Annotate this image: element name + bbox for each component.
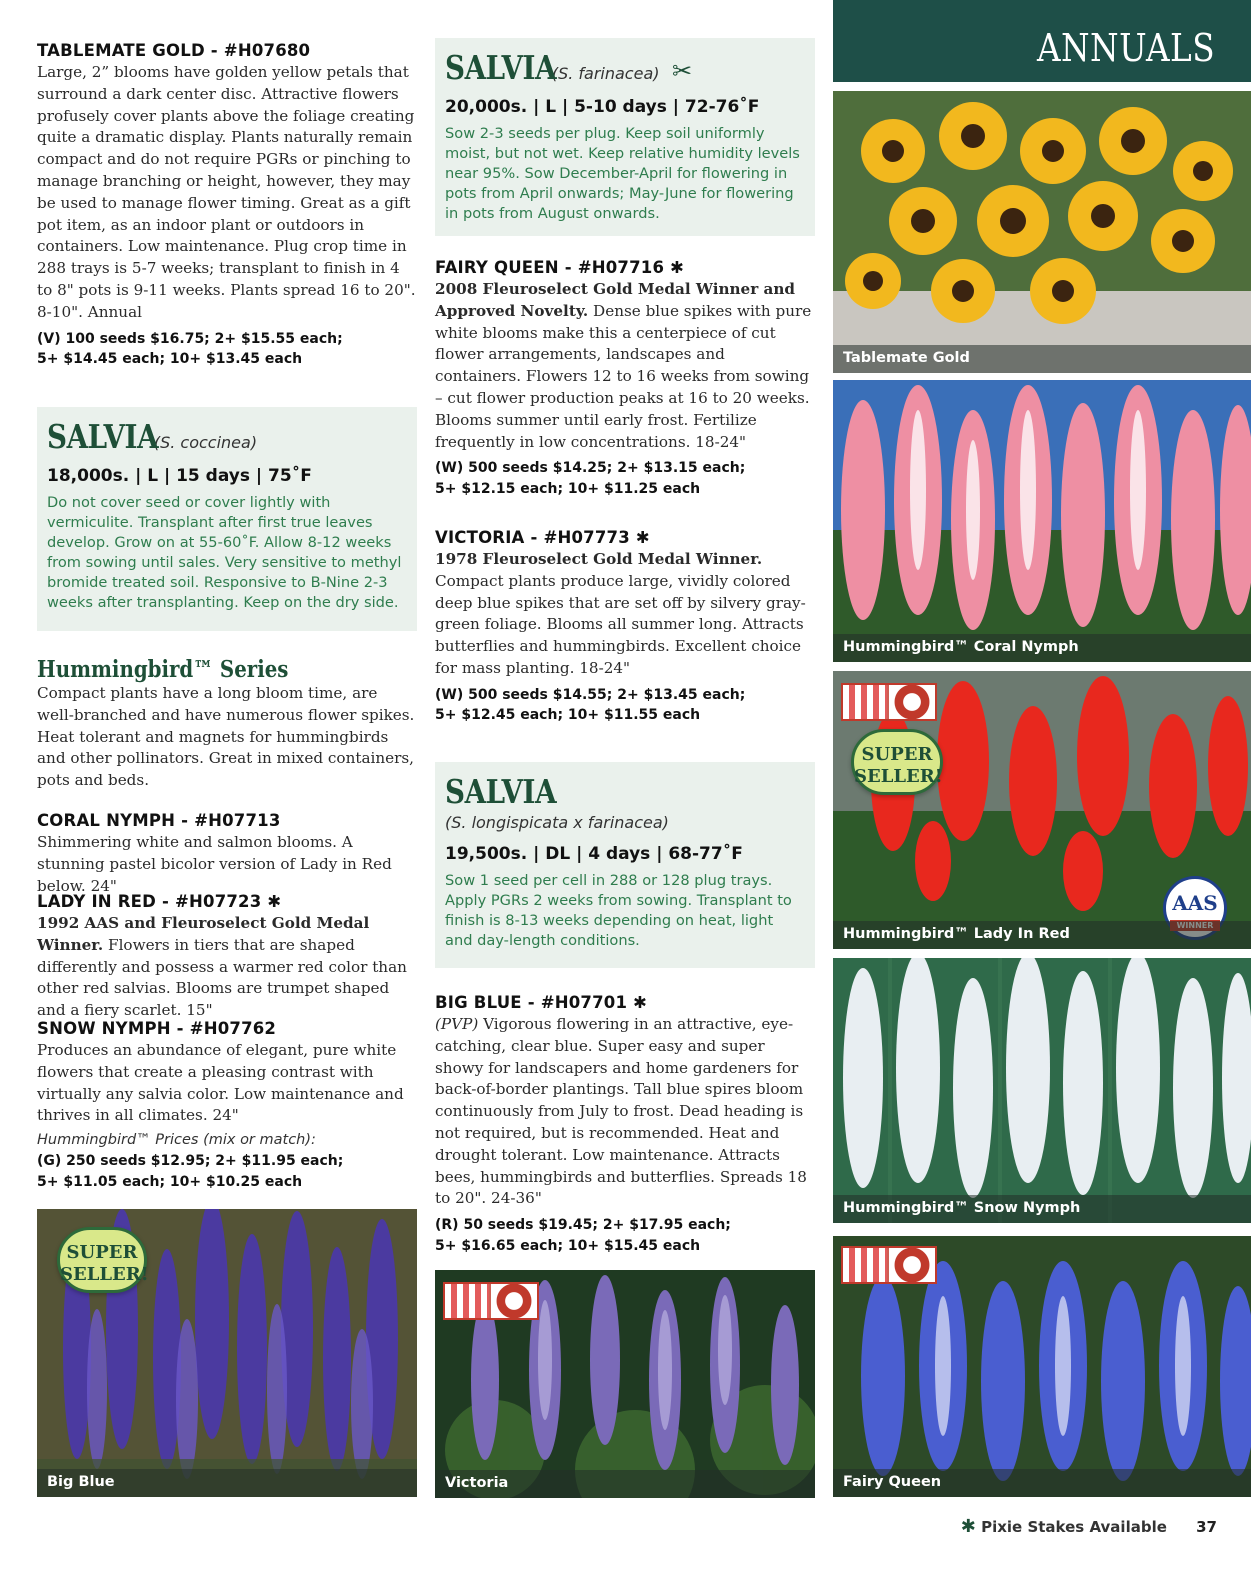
photo-fairy-queen xyxy=(833,1236,1251,1497)
product-coral-nymph xyxy=(37,811,417,897)
section-title: ANNUALS xyxy=(1036,26,1215,70)
pixie-stake-icon: ✱ xyxy=(267,892,282,911)
product-tablemate-gold xyxy=(37,41,417,370)
growing-stats: 18,000s. | L | 15 days | 75˚F xyxy=(47,466,312,486)
pixie-stake-icon: ✱ xyxy=(960,1516,976,1537)
product-heading: SNOW NYMPH - #H07762 xyxy=(37,1019,277,1038)
pixie-stake-icon: ✱ xyxy=(633,993,648,1012)
box-subtitle: (S. coccinea) xyxy=(153,433,258,452)
super-seller-badge: SUPER SELLER! xyxy=(57,1227,147,1293)
photo-caption: Big Blue xyxy=(37,1469,417,1497)
series-description: Compact plants have a long bloom time, are well-branched and have numerous flower spikes. Heat tolerant and magnets for hummingbirds and other pollinators. Great in mixed containers, pots and beds. xyxy=(37,684,415,790)
price-line: 5+ $12.45 each; 10+ $11.55 each xyxy=(435,707,701,724)
series-title: Hummingbird™ Series xyxy=(37,656,289,683)
section-banner xyxy=(833,0,1251,82)
photo-caption: Hummingbird™ Snow Nymph xyxy=(833,1195,1251,1223)
product-description: Shimmering white and salmon blooms. A stunning pastel bicolor version of Lady in Red below. 24" xyxy=(37,833,392,895)
product-heading: CORAL NYMPH - #H07713 xyxy=(37,811,281,830)
growing-stats: 20,000s. | L | 5-10 days | 72-76˚F xyxy=(445,97,760,117)
tablemate-gold-flower-image xyxy=(833,91,1251,373)
page-number: 37 xyxy=(1196,1518,1217,1536)
product-heading: BIG BLUE - #H07701 xyxy=(435,993,628,1012)
pixie-stake-icon: ✱ xyxy=(635,528,650,547)
product-lady-in-red xyxy=(37,892,417,1022)
product-description: Large, 2” blooms have golden yellow petals that surround a dark center disc. Attractive flowers profusely cover plants above the foliage creating quite a dramatic display. Plants naturally remain compact and do not require PGRs or pinching to manage branching or height, however, they may be used to manage flower timing. Great as a gift pot item, as an indoor plant or outdoors in containers. Low maintenance. Plug crop time in 288 trays is 5-7 weeks; transplant to finish in 4 to 8" pots is 9-11 weeks. Plants spread 16 to 20". 8-10". Annual xyxy=(37,63,416,321)
product-victoria xyxy=(435,528,815,726)
box-subtitle: (S. longispicata x farinacea) xyxy=(445,813,669,832)
product-description: Flowers in tiers that are shaped differently and possess a warmer red color than other red salvias. Blooms are trumpet shaped and a fiery scarlet. 15" xyxy=(37,935,407,1020)
hummingbird-series xyxy=(37,656,417,792)
photo-victoria xyxy=(435,1270,815,1498)
product-description: Compact plants produce large, vividly colored deep blue spikes that are set off by silvery gray-green foliage. Blooms all summer long. Attracts butterflies and hummingbirds. Excellent choice for mass planting. 18-24" xyxy=(435,571,806,677)
page-footer xyxy=(961,1516,1217,1537)
price-line: 5+ $11.05 each; 10+ $10.25 each xyxy=(37,1173,303,1190)
growing-instructions: Sow 1 seed per cell in 288 or 128 plug trays. Apply PGRs 2 weeks from sowing. Transplant to finish is 8-13 weeks depending on heat, light and day-length conditions. xyxy=(445,872,792,949)
price-line: (W) 500 seeds $14.55; 2+ $13.45 each; xyxy=(435,686,746,703)
photo-snow-nymph xyxy=(833,958,1251,1223)
product-description: Vigorous flowering in an attractive, eye-catching, clear blue. Super easy and super showy for landscapers and home gardeners for back-of-border plantings. Tall blue spires bloom continuously from July to frost. Dead heading is not required, but is recommended. Heat and drought tolerant. Low maintenance. Attracts bees, hummingbirds and butterflies. Spreads 18 to 20". 24-36" xyxy=(435,1015,807,1208)
price-line: (W) 500 seeds $14.25; 2+ $13.15 each; xyxy=(435,460,746,477)
photo-caption: Fairy Queen xyxy=(833,1469,1251,1497)
snow-nymph-flower-image xyxy=(833,958,1251,1223)
box-title: SALVIA xyxy=(47,417,159,456)
info-box-farinacea xyxy=(435,38,815,236)
photo-caption: Tablemate Gold xyxy=(833,345,1251,373)
photo-lady-in-red xyxy=(833,671,1251,949)
award-text: 2008 Fleuroselect Gold Medal Winner and Approved Novelty. xyxy=(435,280,796,320)
fleuroselect-medal-icon xyxy=(841,1246,937,1284)
product-fairy-queen xyxy=(435,258,815,499)
photo-tablemate-gold xyxy=(833,91,1251,373)
product-snow-nymph xyxy=(37,1019,417,1192)
photo-caption: Hummingbird™ Coral Nymph xyxy=(833,634,1251,662)
info-box-longispicata xyxy=(435,762,815,968)
product-heading: LADY IN RED - #H07723 xyxy=(37,892,262,911)
photo-big-blue xyxy=(37,1209,417,1497)
coral-nymph-flower-image xyxy=(833,380,1251,662)
product-heading: TABLEMATE GOLD - #H07680 xyxy=(37,41,311,60)
series-prices-label: Hummingbird™ Prices (mix or match): xyxy=(37,1132,316,1149)
product-description: Dense blue spikes with pure white blooms make this a centerpiece of cut flower arrangements, landscapes and containers. Flowers 12 to 16 weeks from sowing – cut flower production peaks at 16 to 20 weeks. Blooms summer until early frost. Fertilize frequently in low concentrations. 18-24" xyxy=(435,301,812,451)
award-text: 1978 Fleuroselect Gold Medal Winner. xyxy=(435,550,763,568)
price-line: (R) 50 seeds $19.45; 2+ $17.95 each; xyxy=(435,1217,731,1234)
product-heading: FAIRY QUEEN - #H07716 xyxy=(435,258,665,277)
fleuroselect-medal-icon xyxy=(841,683,937,721)
product-big-blue xyxy=(435,993,815,1256)
aas-winner-badge: AAS xyxy=(1163,876,1227,940)
price-line: 5+ $12.15 each; 10+ $11.25 each xyxy=(435,480,701,497)
price-line: 5+ $16.65 each; 10+ $15.45 each xyxy=(435,1237,701,1254)
cut-flower-scissors-icon: ✂ xyxy=(671,58,693,85)
award-text: 1992 AAS and Fleuroselect Gold Medal Winner. xyxy=(37,914,370,954)
fleuroselect-medal-icon xyxy=(443,1282,539,1320)
price-line: (V) 100 seeds $16.75; 2+ $15.55 each; xyxy=(37,330,343,347)
photo-caption: Victoria xyxy=(435,1470,815,1498)
growing-instructions: Sow 2-3 seeds per plug. Keep soil uniformly moist, but not wet. Keep relative humidity levels near 95%. Sow December-April for flowering in pots from April onwards; May-June for flowering in pots from August onwards. xyxy=(445,125,800,222)
growing-stats: 19,500s. | DL | 4 days | 68-77˚F xyxy=(445,844,743,864)
photo-caption: Hummingbird™ Lady In Red xyxy=(833,921,1251,949)
pixie-stake-icon: ✱ xyxy=(670,258,685,277)
pvp-label: (PVP) xyxy=(435,1015,479,1033)
super-seller-badge: SUPER SELLER! xyxy=(851,729,943,795)
box-title: SALVIA xyxy=(445,48,557,87)
price-line: (G) 250 seeds $12.95; 2+ $11.95 each; xyxy=(37,1153,344,1170)
info-box-coccinea xyxy=(37,407,417,631)
growing-instructions: Do not cover seed or cover lightly with vermiculite. Transplant after first true leaves develop. Grow on at 55-60˚F. Allow 8-12 weeks from sowing until sales. Very sensitive to methyl bromide treated soil. Responsive to B-Nine 2-3 weeks after transplanting. Keep on the dry side. xyxy=(47,494,402,611)
price-line: 5+ $14.45 each; 10+ $13.45 each xyxy=(37,351,303,368)
product-description: Produces an abundance of elegant, pure white flowers that create a pleasing contrast with virtually any salvia color. Low maintenance and thrives in all climates. 24" xyxy=(37,1041,404,1125)
box-title: SALVIA xyxy=(445,772,557,811)
footer-note: Pixie Stakes Available xyxy=(981,1518,1167,1536)
box-subtitle: (S. farinacea) xyxy=(551,64,660,83)
product-heading: VICTORIA - #H07773 xyxy=(435,528,630,547)
photo-coral-nymph xyxy=(833,380,1251,662)
